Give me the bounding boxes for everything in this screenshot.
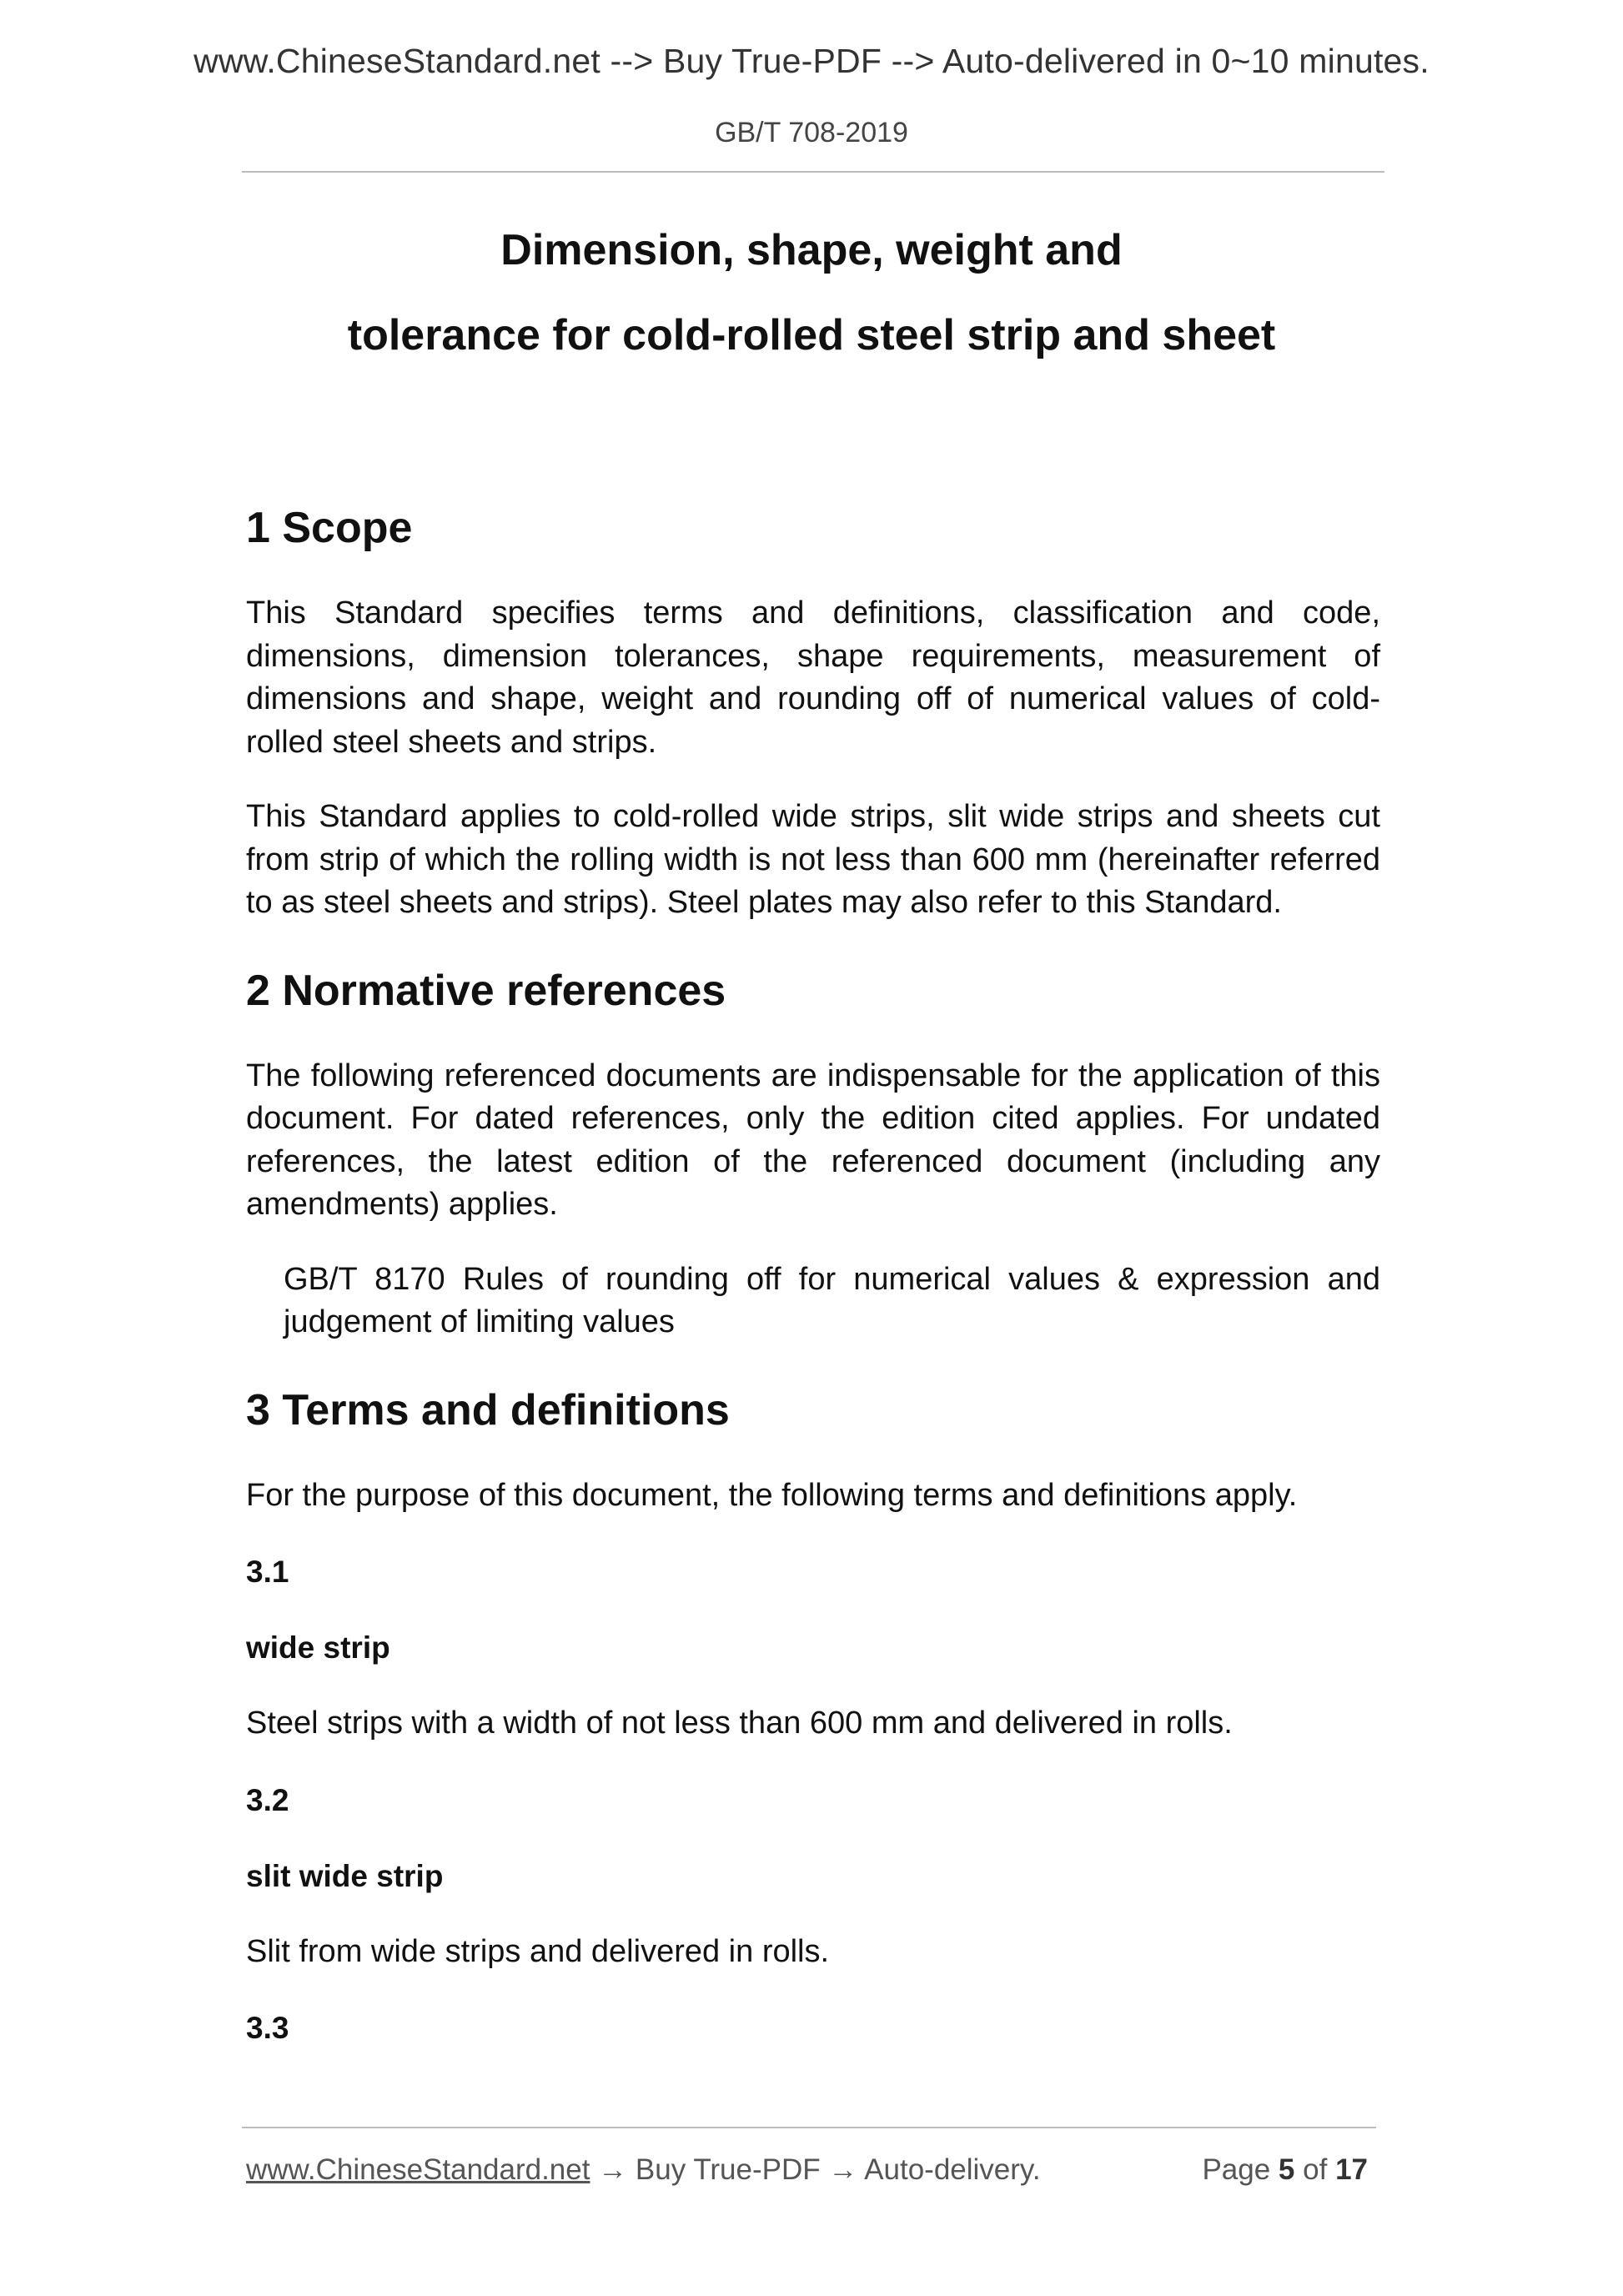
term-definition: Slit from wide strips and delivered in rolls.	[246, 1933, 830, 1969]
header-banner: www.ChineseStandard.net --> Buy True-PDF --> Auto-delivered in 0~10 minutes.	[193, 42, 1430, 80]
footer-tagline: → Buy True-PDF → Auto-delivery.	[590, 2153, 1041, 2186]
page-footer	[246, 2153, 1376, 2187]
document-body	[246, 499, 1380, 2049]
footer-website-link[interactable]: www.ChineseStandard.net	[246, 2153, 590, 2186]
page-indicator	[1202, 2153, 1368, 2187]
term-definition: Steel strips with a width of not less than 600 mm and delivered in rolls.	[246, 1706, 1233, 1741]
page-total: 17	[1335, 2153, 1368, 2186]
page-of-label: of	[1303, 2153, 1328, 2186]
standard-code: GB/T 708-2019	[715, 117, 908, 148]
section-heading-scope: 1 Scope	[246, 504, 413, 552]
normative-reference-gbt8170: GB/T 8170 Rules of rounding off for numerical values & expression and judgement of limiting values	[284, 1261, 1380, 1339]
header-divider	[242, 171, 1384, 173]
section-heading-normative-references: 2 Normative references	[246, 966, 726, 1015]
footer-divider	[242, 2127, 1376, 2128]
scope-paragraph-1: This Standard specifies terms and definitions, classification and code, dimensions, dimension tolerances, shape requirements, measurement of dimensions and shape, weight and rounding off of numerical values of cold-rolled steel sheets and strips.	[246, 595, 1380, 760]
document-title-line1: Dimension, shape, weight and	[500, 226, 1123, 274]
term-number: 3.1	[246, 1555, 289, 1589]
scope-paragraph-2: This Standard applies to cold-rolled wide strips, slit wide strips and sheets cut from strip of which the rolling width is not less than 600 mm (hereinafter referred to as steel sheets and strips). Steel plates may also refer to this Standard.	[246, 799, 1380, 920]
document-title-line2: tolerance for cold-rolled steel strip and sheet	[347, 311, 1276, 359]
terms-intro: For the purpose of this document, the following terms and definitions apply.	[246, 1477, 1298, 1513]
normative-paragraph-1: The following referenced documents are indispensable for the application of this document. For dated references, only the edition cited applies. For undated references, the latest edition of the referenced document (including any amendments) applies.	[246, 1058, 1380, 1222]
term-number: 3.2	[246, 1782, 289, 1817]
term-name: wide strip	[246, 1630, 390, 1665]
section-heading-terms-definitions: 3 Terms and definitions	[246, 1385, 730, 1434]
page-number: 5	[1278, 2153, 1295, 2186]
term-name: slit wide strip	[246, 1858, 444, 1893]
term-number: 3.3	[246, 2011, 289, 2045]
page-label: Page	[1202, 2153, 1271, 2186]
